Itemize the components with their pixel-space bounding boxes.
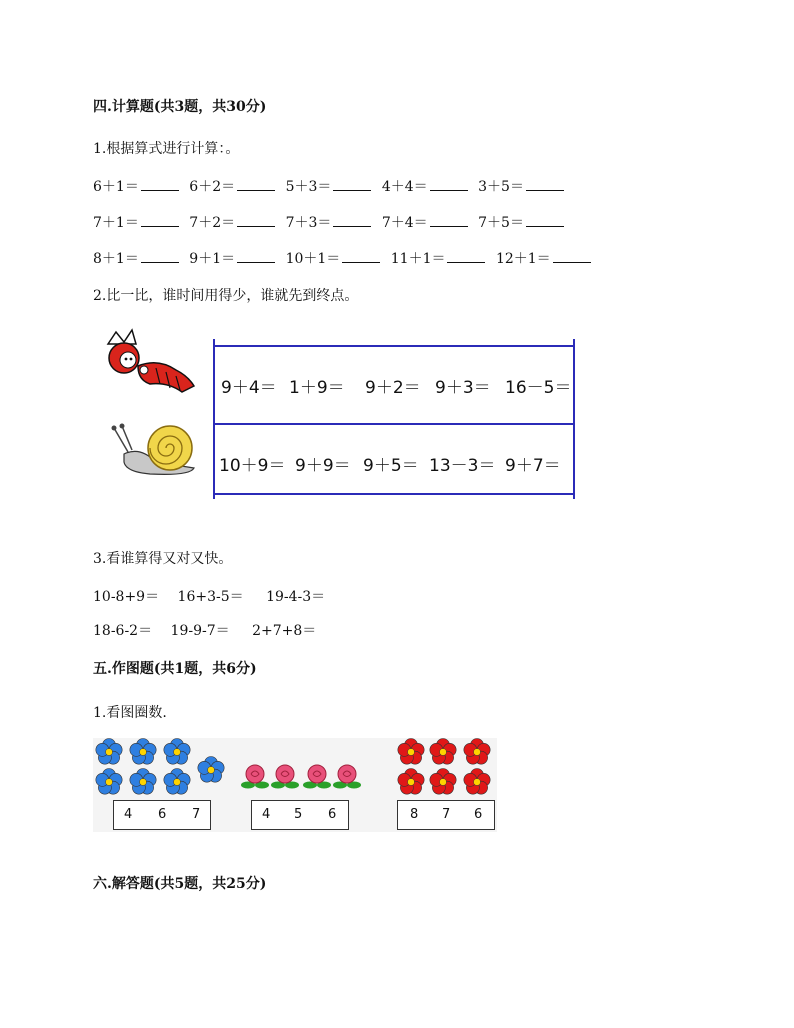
blue-flower-icon xyxy=(130,739,156,765)
track-line xyxy=(215,423,573,425)
q1-row-1 xyxy=(93,176,570,196)
equation: 6＋1＝ xyxy=(93,179,139,195)
answer-blank[interactable] xyxy=(430,178,468,191)
q-circle-prompt: 1.看图圈数. xyxy=(93,705,167,721)
track-line xyxy=(215,345,573,347)
q3-row-2 xyxy=(93,620,316,640)
answer-blank[interactable] xyxy=(141,250,179,263)
race-equation: 13－3＝ xyxy=(429,456,496,476)
number-option[interactable]: 7 xyxy=(442,807,451,822)
number-option[interactable]: 6 xyxy=(158,807,167,822)
answer-blank[interactable] xyxy=(333,214,371,227)
pink-rose-icon xyxy=(271,765,299,789)
red-flower-icon xyxy=(430,739,456,765)
equation: 6＋2＝ xyxy=(189,179,236,195)
runner-child-icon xyxy=(98,328,206,396)
red-flower-icon xyxy=(464,739,490,765)
equation: 18-6-2＝ xyxy=(93,623,153,639)
race-equation: 9＋4＝ xyxy=(221,378,277,398)
number-choices xyxy=(251,800,349,830)
equation: 4＋4＝ xyxy=(381,179,428,195)
blue-flower-icon xyxy=(130,769,156,795)
number-option[interactable]: 4 xyxy=(262,807,271,822)
number-option[interactable]: 4 xyxy=(124,807,133,822)
race-equation: 9＋3＝ xyxy=(435,378,491,398)
equation: 9＋1＝ xyxy=(189,251,236,267)
number-choices xyxy=(113,800,211,830)
flower-counting-panel xyxy=(93,738,497,832)
answer-blank[interactable] xyxy=(237,178,275,191)
answer-blank[interactable] xyxy=(553,250,591,263)
answer-blank[interactable] xyxy=(237,214,275,227)
race-equation: 9＋2＝ xyxy=(365,378,421,398)
red-flower-icon xyxy=(464,769,490,795)
blue-flower-icon xyxy=(96,739,122,765)
q1-prompt: 1.根据算式进行计算：。 xyxy=(93,141,240,157)
answer-blank[interactable] xyxy=(237,250,275,263)
race-equation: 9＋9＝ xyxy=(295,456,351,476)
section4-title: 四.计算题(共3题，共30分) xyxy=(93,99,267,115)
answer-blank[interactable] xyxy=(141,214,179,227)
blue-flower-icon xyxy=(164,769,190,795)
race-equation: 10＋9＝ xyxy=(219,456,286,476)
section5-title: 五.作图题(共1题，共6分) xyxy=(93,661,257,677)
equation: 19-4-3＝ xyxy=(266,589,326,605)
red-flower-icon xyxy=(398,769,424,795)
race-track xyxy=(213,339,575,499)
equation: 16+3-5＝ xyxy=(177,589,244,605)
snail-icon xyxy=(110,418,200,480)
track-line xyxy=(215,493,573,495)
blue-flower-icon xyxy=(96,769,122,795)
number-option[interactable]: 8 xyxy=(410,807,419,822)
blue-flower-icon xyxy=(164,739,190,765)
answer-blank[interactable] xyxy=(526,178,564,191)
equation: 7＋3＝ xyxy=(285,215,332,231)
pink-rose-icon xyxy=(303,765,331,789)
equation: 10＋1＝ xyxy=(285,251,341,267)
answer-blank[interactable] xyxy=(333,178,371,191)
pink-rose-icon xyxy=(333,765,361,789)
answer-blank[interactable] xyxy=(526,214,564,227)
answer-blank[interactable] xyxy=(342,250,380,263)
q1-row-2 xyxy=(93,212,570,232)
red-flower-icon xyxy=(430,769,456,795)
race-equation: 9＋7＝ xyxy=(505,456,561,476)
q3-prompt: 3.看谁算得又对又快。 xyxy=(93,551,233,567)
answer-blank[interactable] xyxy=(430,214,468,227)
number-option[interactable]: 7 xyxy=(192,807,201,822)
equation: 7＋5＝ xyxy=(478,215,524,231)
equation: 7＋4＝ xyxy=(381,215,428,231)
equation: 3＋5＝ xyxy=(478,179,524,195)
number-choices xyxy=(397,800,495,830)
number-option[interactable]: 5 xyxy=(294,807,303,822)
number-option[interactable]: 6 xyxy=(474,807,483,822)
equation: 12＋1＝ xyxy=(495,251,551,267)
race-equation: 1＋9＝ xyxy=(289,378,345,398)
red-flower-icon xyxy=(398,739,424,765)
equation: 19-9-7＝ xyxy=(170,623,230,639)
q3-row-1 xyxy=(93,586,325,606)
race-equation: 16－5＝ xyxy=(505,378,572,398)
number-option[interactable]: 6 xyxy=(328,807,337,822)
answer-blank[interactable] xyxy=(447,250,485,263)
equation: 5＋3＝ xyxy=(285,179,332,195)
equation: 2+7+8＝ xyxy=(252,623,317,639)
equation: 8＋1＝ xyxy=(93,251,139,267)
race-equation: 9＋5＝ xyxy=(363,456,419,476)
flower-illustration xyxy=(93,738,497,802)
blue-flower-icon xyxy=(198,757,224,783)
answer-blank[interactable] xyxy=(141,178,179,191)
q1-row-3 xyxy=(93,248,597,268)
equation: 10-8+9＝ xyxy=(93,589,160,605)
equation: 7＋2＝ xyxy=(189,215,236,231)
equation: 7＋1＝ xyxy=(93,215,139,231)
pink-rose-icon xyxy=(241,765,269,789)
q2-prompt: 2.比一比，谁时间用得少，谁就先到终点。 xyxy=(93,288,359,304)
section6-title: 六.解答题(共5题，共25分) xyxy=(93,876,267,892)
equation: 11＋1＝ xyxy=(390,251,446,267)
